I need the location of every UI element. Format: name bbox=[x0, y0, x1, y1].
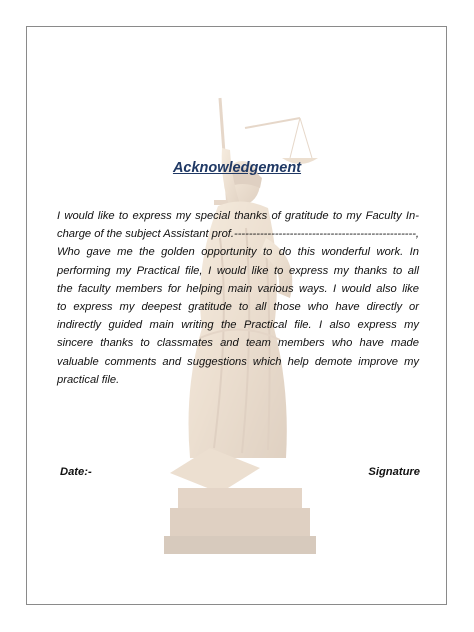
paragraph-line: to express my deepest gratitude to all those who have directly or bbox=[57, 301, 419, 314]
page-title: Acknowledgement bbox=[172, 160, 302, 176]
paragraph-line: indirectly guided main writing the Practical file. I also express my bbox=[57, 319, 419, 332]
paragraph-line: practical file. bbox=[57, 373, 120, 386]
paragraph-line: charge of the subject Assistant prof.-------------------------------------------------, bbox=[57, 228, 420, 241]
paragraph-line: the faculty members for helping main various ways. I would also like bbox=[57, 282, 419, 295]
paragraph-line: I would like to express my special thanks of gratitude to my Faculty In- bbox=[57, 210, 419, 222]
paragraph-line: sincere thanks to classmates and team members who have made bbox=[57, 337, 419, 350]
paragraph-line: Who gave me the golden opportunity to do this wonderful work. In bbox=[57, 246, 419, 259]
date-label: Date:- bbox=[60, 466, 92, 478]
acknowledgement-paragraph bbox=[57, 207, 419, 389]
paragraph-line: valuable comments and suggestions which help demote improve my bbox=[57, 355, 419, 368]
signature-label: Signature bbox=[368, 466, 420, 478]
paragraph-line: performing my Practical file, I would like to express my thanks to all bbox=[57, 264, 419, 277]
